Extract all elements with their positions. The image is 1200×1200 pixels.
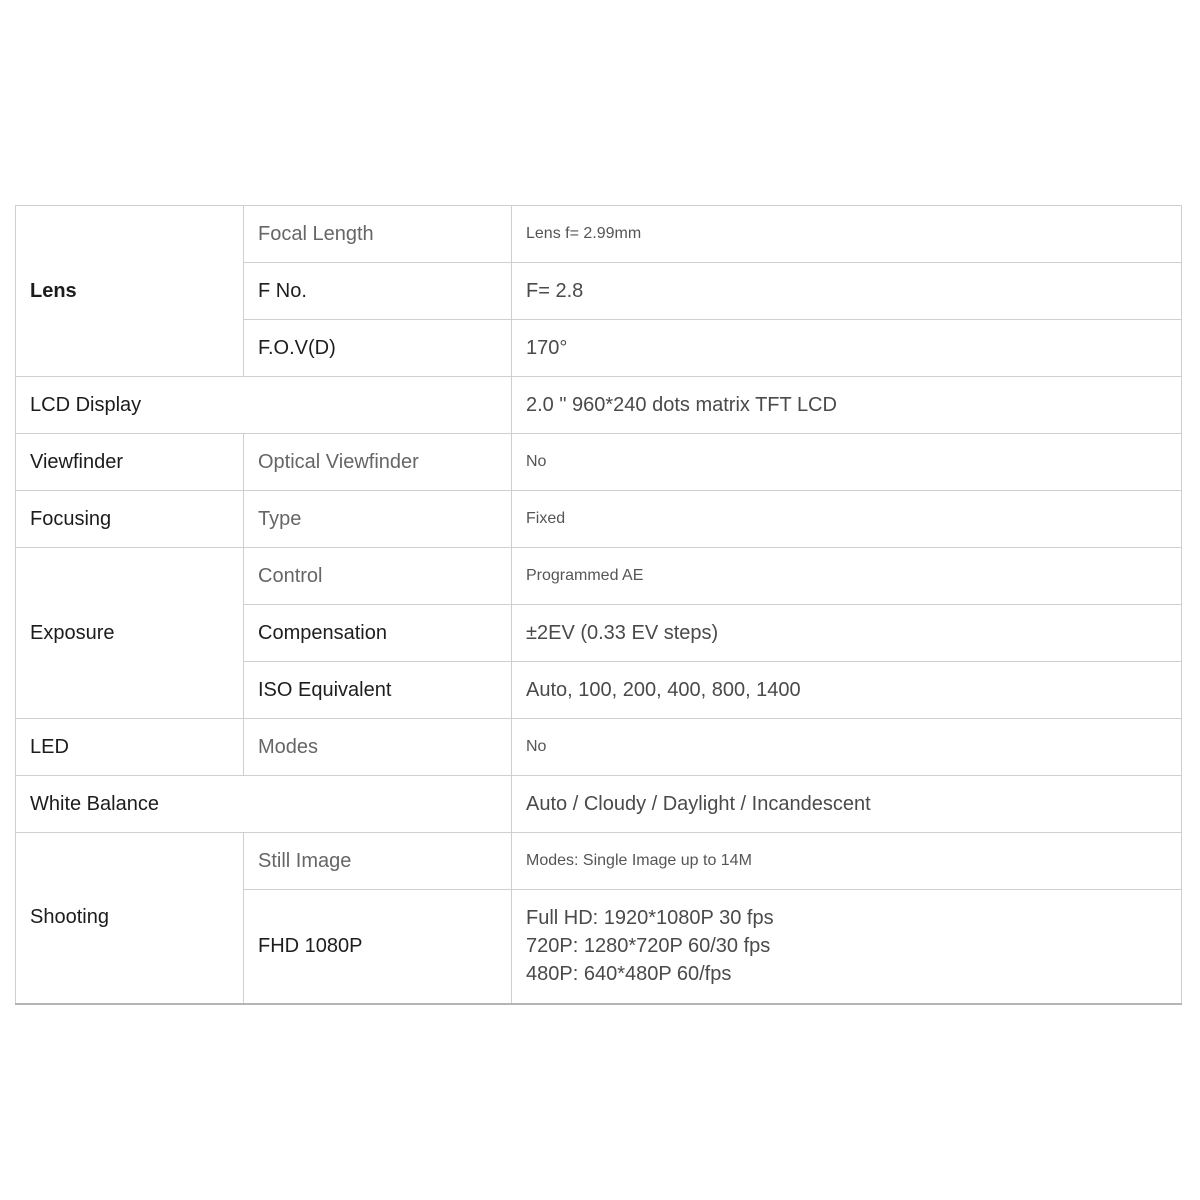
spec-table xyxy=(15,205,1182,1005)
label-exposure-control: Control xyxy=(244,548,512,605)
table-row xyxy=(16,206,1182,263)
category-focusing: Focusing xyxy=(16,491,244,548)
label-focus-type: Type xyxy=(244,491,512,548)
label-optical-viewfinder: Optical Viewfinder xyxy=(244,434,512,491)
label-fov: F.O.V(D) xyxy=(244,320,512,377)
category-exposure: Exposure xyxy=(16,548,244,719)
category-led: LED xyxy=(16,719,244,776)
value-white-balance: Auto / Cloudy / Daylight / Incandescent xyxy=(512,776,1182,833)
label-still-image: Still Image xyxy=(244,833,512,890)
category-lens: Lens xyxy=(16,206,244,377)
table-row xyxy=(16,434,1182,491)
value-fov: 170° xyxy=(512,320,1182,377)
table-row xyxy=(16,833,1182,890)
label-iso-equivalent: ISO Equivalent xyxy=(244,662,512,719)
label-f-no: F No. xyxy=(244,263,512,320)
table-row xyxy=(16,377,1182,434)
value-f-no: F= 2.8 xyxy=(512,263,1182,320)
value-focus-type: Fixed xyxy=(512,491,1182,548)
table-row xyxy=(16,548,1182,605)
value-optical-viewfinder: No xyxy=(512,434,1182,491)
label-fhd-1080p: FHD 1080P xyxy=(244,890,512,1004)
label-led-modes: Modes xyxy=(244,719,512,776)
category-white-balance: White Balance xyxy=(16,776,512,833)
category-lcd-display: LCD Display xyxy=(16,377,512,434)
label-compensation: Compensation xyxy=(244,605,512,662)
fhd-line-720p: 720P: 1280*720P 60/30 fps xyxy=(526,935,771,958)
table-row xyxy=(16,776,1182,833)
value-iso-equivalent: Auto, 100, 200, 400, 800, 1400 xyxy=(512,662,1182,719)
category-viewfinder: Viewfinder xyxy=(16,434,244,491)
label-focal-length: Focal Length xyxy=(244,206,512,263)
value-exposure-control: Programmed AE xyxy=(512,548,1182,605)
value-compensation: ±2EV (0.33 EV steps) xyxy=(512,605,1182,662)
table-row xyxy=(16,491,1182,548)
fhd-line-full-hd: Full HD: 1920*1080P 30 fps xyxy=(526,907,774,930)
category-shooting: Shooting xyxy=(16,833,244,1004)
value-focal-length: Lens f= 2.99mm xyxy=(512,206,1182,263)
value-lcd-display: 2.0 " 960*240 dots matrix TFT LCD xyxy=(512,377,1182,434)
value-still-image: Modes: Single Image up to 14M xyxy=(512,833,1182,890)
value-led-modes: No xyxy=(512,719,1182,776)
fhd-line-480p: 480P: 640*480P 60/fps xyxy=(526,963,732,986)
value-fhd-1080p xyxy=(512,890,1182,1004)
table-row xyxy=(16,719,1182,776)
